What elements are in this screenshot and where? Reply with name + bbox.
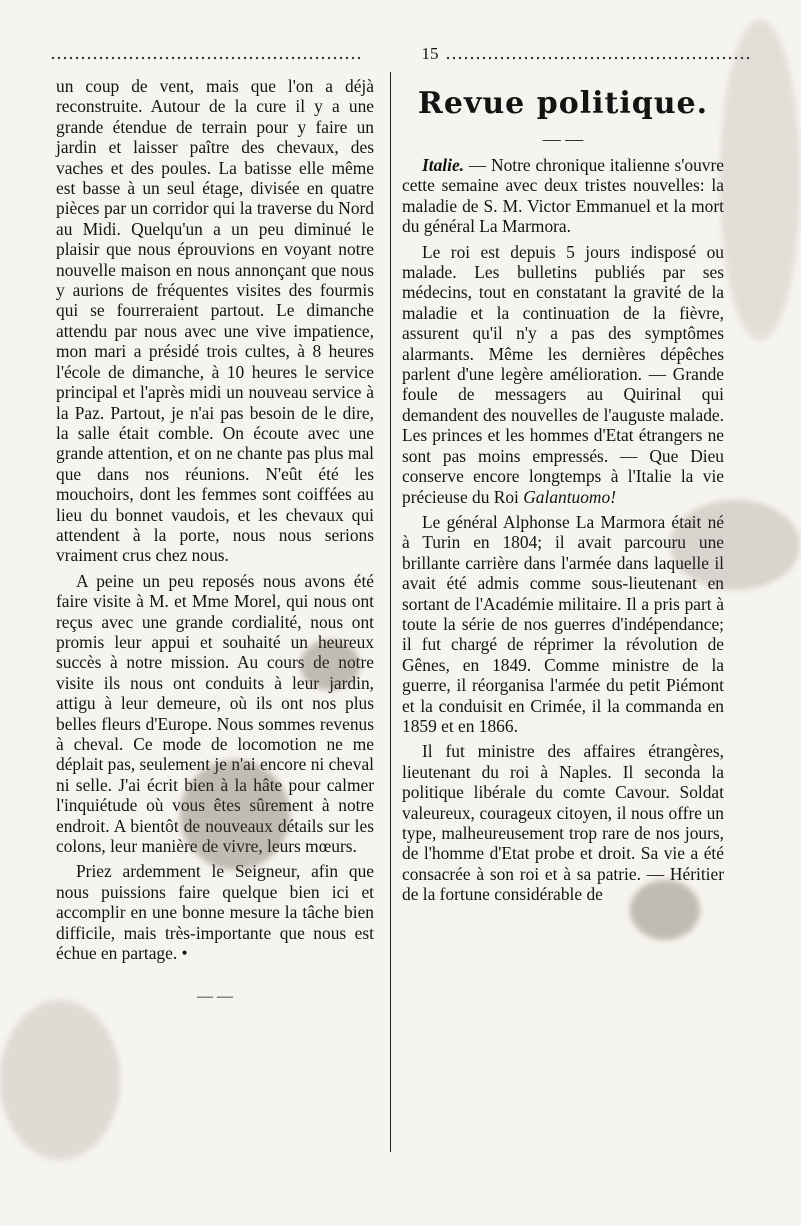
section-title: Revue politique. — [417, 86, 709, 121]
left-column — [56, 76, 374, 1008]
left-paragraph-1: un coup de vent, mais que l'on a déjà reconstruite. Autour de la cure il y a une grande étendue de terrain pour y faire un jardin et laisser paître des chevaux, des vaches et des poules. La batisse elle même est basse à un seul étage, divisée en quatre pièces par un corridor qui la traverse du Nord au Midi. Quelqu'un a un peu diminué le plaisir que nous éprouvions en voyant notre nouvelle maison en nous annonçant que nous y aurions de fréquentes visites des fourmis qui se fourreraient partout. Le dimanche attendu par nous avec une vive impatience, mon mari a présidé trois cultes, à 8 heures l'école de dimanche, à 10 heures le service principal et l'après midi un nouveau service à la Paz. Partout, je n'ai pas besoin de le dire, la salle était comble. On écoute avec une grande attention, et on ne chante pas plus mal que dans nos réunions. N'eût été les mouchoirs, dont les femmes sont coiffées au lieu du bonnet vaudois, et les chevaux qui attendent à la porte, nous nous serions vraiment crus chez nous. — [56, 76, 374, 566]
title-rule: — — — [542, 129, 584, 149]
right-paragraph-2-text: Le roi est depuis 5 jours indisposé ou malade. Les bulletins publiés par ses médecins, tout en constatant la gravité de la maladie et la continuation de la fièvre, assurent qu'il n'y a pas des symptômes alarmants. Même les dernières dépêches parlent d'une legère amélioration. — Grande foule de messagers au Quirinal qui demandent des nouvelles de l'auguste malade. Les princes et les hommes d'Etat étrangers ne sont pas moins empressés. — Que Dieu conserve encore longtemps à l'Italie la vie précieuse du Roi — [402, 241, 724, 507]
right-paragraph-1 — [402, 155, 724, 237]
right-paragraph-1-text: — Notre chronique italienne s'ouvre cette semaine avec deux tristes nouvelles: la maladie de S. M. Victor Emmanuel et la mort du général La Marmora. — [402, 155, 724, 237]
stain-mark — [0, 1000, 120, 1160]
right-paragraph-2 — [402, 242, 724, 507]
page-header — [50, 44, 750, 72]
italic-phrase: Galantuomo! — [523, 486, 616, 507]
left-paragraph-2: A peine un peu reposés nous avons été faire visite à M. et Mme Morel, qui nous ont reçus avec une grande cordialité, nous ont promis leur appui et souhaité un heureux succès à notre mission. Au cours de notre visite ils nous ont conduits à leur jardin, attigu à leur demeure, où ils ont nos plus belles fleurs d'Europe. Nous sommes revenus à cheval. Ce mode de locomotion ne me déplait pas, seulement je n'ai encore ni cheval ni selle. J'ai écrit bien à la hâte pour calmer l'inquiétude où vous êtes sûrement à notre endroit. A bientôt de nouveaux détails sur les colons, leur manière de vivre, leurs mœurs. — [56, 570, 374, 857]
page-number: 15 — [421, 44, 439, 63]
column-divider — [390, 72, 391, 1152]
right-column — [402, 84, 724, 905]
header-ornament-left — [50, 56, 360, 60]
right-paragraph-4: Il fut ministre des affaires étrangères, lieutenant du roi à Naples. Il seconda la politique libérale du comte Cavour. Soldat valeureux, courageux citoyen, il nous offre un type, malheureusement trop rare de nos jours, de l'homme d'Etat probe et droit. Sa vie a été consacrée à son roi et à sa patrie. — Héritier de la fortune considérable de — [402, 741, 724, 905]
right-paragraph-3: Le général Alphonse La Marmora était né à Turin en 1804; il avait parcouru une brillante carrière dans l'armée dans laquelle il avait été admis comme sous-lieutenant en sortant de l'Académie militaire. Il a pris part à toute la série de nos guerres d'indépendance; il fut chargé de réprimer la révolution de Gênes, en 1849. Comme ministre de la guerre, il réorganisa l'armée du petit Piémont et la conduisit en Crimée, il la commanda en 1859 et en 1866. — [402, 511, 724, 736]
lead-country: Italie. — [422, 155, 465, 175]
left-paragraph-3: Priez ardemment le Seigneur, afin que nous puissions faire quelque bien ici et accomplir en une bonne mesure la tâche bien difficile, mais très-importante que nous est échue en partage. • — [56, 861, 374, 964]
left-end-rule: — — — [197, 988, 233, 1006]
header-ornament-right — [445, 56, 750, 60]
